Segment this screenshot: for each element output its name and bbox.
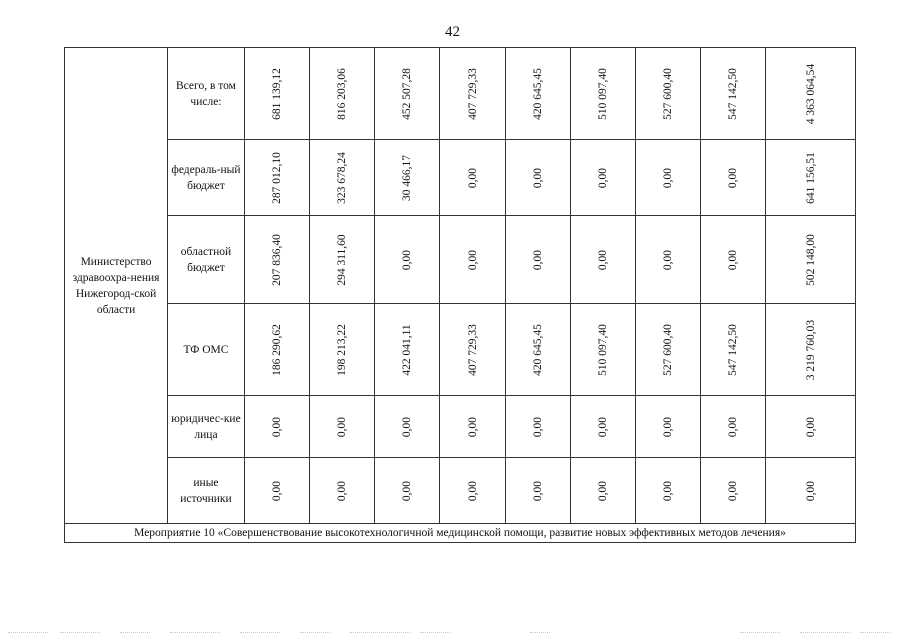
event-title: Мероприятие 10 «Совершенствование высокотехнологичной медицинской помощи, развитие новых эффективных методов лечения» xyxy=(65,524,856,543)
amount-value: 287 012,10 xyxy=(270,151,283,204)
amount-value: 0,00 xyxy=(727,480,740,501)
amount-cell xyxy=(701,48,766,140)
amount-value: 422 041,11 xyxy=(401,323,414,376)
table-row xyxy=(65,140,856,216)
table-row xyxy=(65,458,856,524)
amount-value: 816 203,06 xyxy=(336,67,349,120)
amount-value: 294 311,60 xyxy=(336,233,349,286)
amount-value: 0,00 xyxy=(727,167,740,188)
amount-cell xyxy=(375,304,440,396)
amount-cell xyxy=(570,48,635,140)
amount-value: 0,00 xyxy=(401,480,414,501)
amount-value: 502 148,00 xyxy=(804,233,817,286)
amount-value: 0,00 xyxy=(270,480,283,501)
amount-value: 207 836,40 xyxy=(270,233,283,286)
page-number: 42 xyxy=(445,24,460,40)
amount-cell xyxy=(701,216,766,304)
amount-value: 0,00 xyxy=(466,167,479,188)
amount-cell xyxy=(701,458,766,524)
amount-value: 0,00 xyxy=(662,249,675,270)
amount-cell xyxy=(636,304,701,396)
amount-cell xyxy=(636,216,701,304)
amount-cell xyxy=(440,458,505,524)
amount-value: 0,00 xyxy=(596,480,609,501)
amount-value: 0,00 xyxy=(531,249,544,270)
funding-source-cell: юридичес-кие лица xyxy=(168,396,245,458)
amount-value: 527 600,40 xyxy=(662,323,675,376)
amount-cell xyxy=(440,48,505,140)
amount-value: 420 645,45 xyxy=(531,323,544,376)
amount-value: 0,00 xyxy=(336,416,349,437)
amount-value: 323 678,24 xyxy=(336,151,349,204)
amount-cell xyxy=(440,140,505,216)
amount-value: 452 507,28 xyxy=(401,67,414,120)
amount-cell xyxy=(570,458,635,524)
amount-value: 0,00 xyxy=(270,416,283,437)
amount-cell xyxy=(701,140,766,216)
amount-value: 420 645,45 xyxy=(531,67,544,120)
table-row xyxy=(65,48,856,140)
amount-cell xyxy=(701,396,766,458)
amount-cell xyxy=(766,458,856,524)
amount-cell xyxy=(505,48,570,140)
amount-cell xyxy=(505,140,570,216)
amount-cell xyxy=(766,216,856,304)
amount-value: 30 466,17 xyxy=(401,154,414,201)
amount-cell xyxy=(244,216,309,304)
amount-cell xyxy=(570,140,635,216)
amount-cell xyxy=(505,396,570,458)
amount-value: 0,00 xyxy=(727,249,740,270)
funding-source-cell: ТФ ОМС xyxy=(168,304,245,396)
amount-value: 0,00 xyxy=(596,416,609,437)
amount-value: 681 139,12 xyxy=(270,67,283,120)
amount-value: 0,00 xyxy=(662,416,675,437)
amount-cell xyxy=(636,140,701,216)
amount-cell xyxy=(375,216,440,304)
amount-cell xyxy=(505,304,570,396)
amount-cell xyxy=(244,48,309,140)
amount-value: 547 142,50 xyxy=(727,323,740,376)
amount-cell xyxy=(440,304,505,396)
amount-value: 4 363 064,54 xyxy=(804,63,817,124)
table-row xyxy=(65,216,856,304)
amount-cell xyxy=(505,216,570,304)
amount-value: 547 142,50 xyxy=(727,67,740,120)
amount-value: 0,00 xyxy=(531,167,544,188)
amount-cell xyxy=(766,396,856,458)
amount-cell xyxy=(505,458,570,524)
amount-value: 510 097,40 xyxy=(596,323,609,376)
amount-cell xyxy=(375,48,440,140)
funding-source-cell: иные источники xyxy=(168,458,245,524)
amount-cell xyxy=(570,216,635,304)
amount-value: 527 600,40 xyxy=(662,67,675,120)
amount-value: 0,00 xyxy=(466,480,479,501)
table-row xyxy=(65,304,856,396)
amount-value: 0,00 xyxy=(531,416,544,437)
amount-cell xyxy=(570,304,635,396)
amount-value: 198 213,22 xyxy=(336,323,349,376)
amount-cell xyxy=(244,458,309,524)
amount-cell xyxy=(244,304,309,396)
amount-cell xyxy=(310,216,375,304)
amount-cell xyxy=(570,396,635,458)
amount-cell xyxy=(766,304,856,396)
amount-cell xyxy=(375,396,440,458)
funding-source-cell: областной бюджет xyxy=(168,216,245,304)
amount-value: 0,00 xyxy=(401,249,414,270)
amount-cell xyxy=(636,458,701,524)
amount-cell xyxy=(310,396,375,458)
amount-cell xyxy=(440,216,505,304)
amount-cell xyxy=(310,140,375,216)
amount-cell xyxy=(310,48,375,140)
amount-value: 0,00 xyxy=(466,249,479,270)
amount-value: 0,00 xyxy=(336,480,349,501)
funding-source-cell: федераль-ный бюджет xyxy=(168,140,245,216)
amount-value: 0,00 xyxy=(662,167,675,188)
amount-value: 3 219 760,03 xyxy=(804,319,817,380)
amount-cell xyxy=(244,396,309,458)
amount-cell xyxy=(766,48,856,140)
organization-cell: Министерство здравоохра-нения Нижегород-ской области xyxy=(65,48,168,524)
amount-value: 0,00 xyxy=(804,416,817,437)
amount-cell xyxy=(244,140,309,216)
amount-cell xyxy=(701,304,766,396)
amount-cell xyxy=(440,396,505,458)
amount-value: 0,00 xyxy=(727,416,740,437)
amount-value: 641 156,51 xyxy=(804,151,817,204)
budget-table xyxy=(64,47,856,543)
amount-cell xyxy=(375,140,440,216)
amount-value: 510 097,40 xyxy=(596,67,609,120)
amount-value: 0,00 xyxy=(662,480,675,501)
amount-value: 0,00 xyxy=(466,416,479,437)
amount-value: 407 729,33 xyxy=(466,323,479,376)
amount-cell xyxy=(375,458,440,524)
funding-source-cell: Всего, в том числе: xyxy=(168,48,245,140)
amount-cell xyxy=(636,48,701,140)
amount-value: 0,00 xyxy=(596,167,609,188)
amount-value: 0,00 xyxy=(596,249,609,270)
amount-value: 186 290,62 xyxy=(270,323,283,376)
amount-cell xyxy=(310,304,375,396)
amount-value: 0,00 xyxy=(531,480,544,501)
amount-value: 407 729,33 xyxy=(466,67,479,120)
amount-value: 0,00 xyxy=(401,416,414,437)
amount-cell xyxy=(766,140,856,216)
amount-value: 0,00 xyxy=(804,480,817,501)
amount-cell xyxy=(310,458,375,524)
amount-cell xyxy=(636,396,701,458)
footer-row xyxy=(65,524,856,543)
table-row xyxy=(65,396,856,458)
